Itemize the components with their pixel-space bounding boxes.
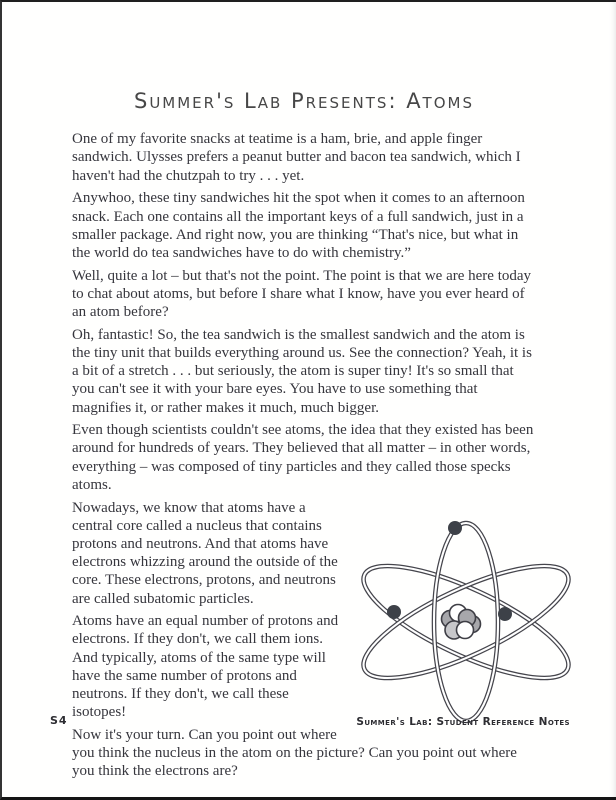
paragraph-fantastic: Oh, fantastic! So, the tea sandwich is the smallest sandwich and the atom is the tiny unit that builds everything around us. See the connection? Yeah, it is a bit of a stretch . . . but seriously, the atom is super tiny! It's so small that you can't see it with your bare eyes. You have to use something that magnifies it, or rather makes it much, much bigger. [72, 326, 532, 416]
paragraph-quite-a-lot: Well, quite a lot – but that's not the point. The point is that we are here today to chat about atoms, but before I share what I know, have you ever heard of an atom before? [72, 267, 532, 321]
paragraph-snacks: One of my favorite snacks at teatime is a ham, brie, and apple finger sandwich. Ulysses prefers a peanut butter and bacon tea sandwich, which I haven't had the chutzpah to try . . . yet. [72, 131, 521, 184]
page-title: Summer's Lab Presents: Atoms [133, 89, 474, 113]
atom-diagram [354, 515, 578, 729]
paragraph-tiny-sandwiches: Anywhoo, these tiny sandwiches hit the spot when it comes to an afternoon snack. Each one contains all the important keys of a full sandwich, just in a smaller package. And right now, you are thinking “That's nice, but what in the world do tea sandwiches have to do with chemistry.” [72, 190, 525, 261]
paragraph-nucleus: Nowadays, we know that atoms have a central core called a nucleus that contains protons and neutrons. And that atoms have electrons whizzing around the outside of the core. These electrons, protons, and neutrons are called subatomic particles. [72, 499, 338, 607]
nucleus-cluster [442, 604, 481, 639]
electron-dot [387, 605, 401, 619]
paragraph-ions-isotopes: Atoms have an equal number of protons and electrons. If they don't, we call them ions. And typically, atoms of the same type will have the same number of protons and neutrons. If they don't, we call these isotopes! [72, 613, 339, 721]
atom-diagram-svg [354, 515, 578, 729]
page-number: S4 [50, 714, 68, 727]
page-content [72, 89, 536, 785]
electron-dot [498, 607, 512, 621]
footer-label: Summer's Lab: Student Reference Notes [356, 716, 570, 728]
electron-dot [448, 521, 462, 535]
paragraph-your-turn: Now it's your turn. Can you point out where you think the nucleus in the atom on the picture? Can you point out where you think the electrons are? [72, 727, 517, 780]
paragraph-scientists: Even though scientists couldn't see atoms, the idea that they existed has been around for hundreds of years. They believed that all matter – in other words, everything – was composed of tiny particles and they called those specks atoms. [72, 422, 534, 493]
